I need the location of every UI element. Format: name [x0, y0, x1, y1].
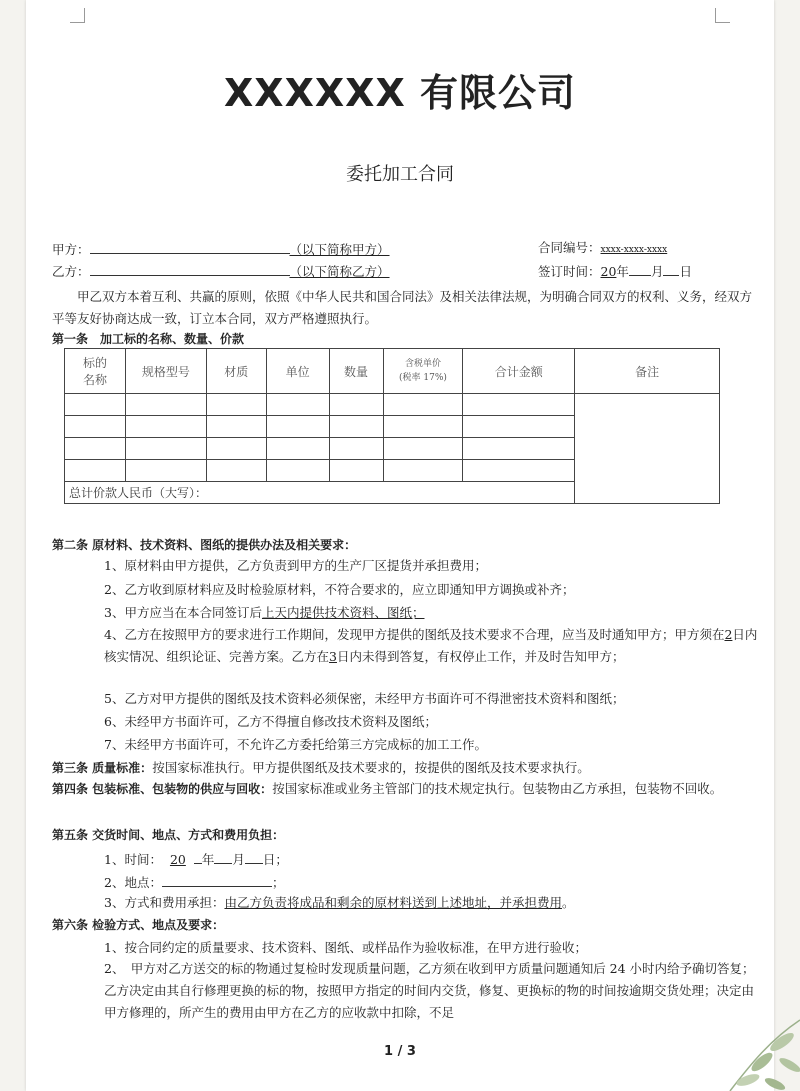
- article2-item4-text-c: 日内未得到答复，有权停止工作，并及时告知甲方；: [336, 649, 625, 664]
- delivery-method-text: 由乙方负责将成品和剩余的原材料送到上述地址，并承担费用: [224, 895, 562, 910]
- col-header-unit: 单位: [266, 349, 329, 394]
- article5-time: [104, 852, 288, 867]
- table-header-row: [65, 349, 720, 394]
- delivery-year: 20: [169, 852, 186, 867]
- article2-item4-days-b: 3: [329, 649, 337, 664]
- page-number: 1 / 3: [384, 1044, 416, 1059]
- table-cell[interactable]: [463, 460, 575, 482]
- table-cell[interactable]: [329, 438, 383, 460]
- delivery-place-end: ；: [271, 875, 285, 890]
- delivery-day-unit: 日；: [262, 852, 288, 867]
- table-cell[interactable]: [329, 460, 383, 482]
- intro-paragraph: 甲乙双方本着互利、共赢的原则，依照《中华人民共和国合同法》及相关法律法规，为明确合同双方的权利、义务，经双方平等友好协商达成一致，订立本合同，双方严格遵照执行。: [52, 289, 753, 326]
- delivery-month-unit: 月: [232, 852, 245, 867]
- remark-cell[interactable]: [575, 394, 720, 504]
- article2-item5: 5、乙方对甲方提供的图纸及技术资料必须保密，未经甲方书面许可不得泄密技术资料和图纸；: [104, 691, 625, 706]
- delivery-year-unit: 年: [201, 852, 215, 867]
- company-name: XXXXXX 有限公司: [223, 71, 577, 115]
- sign-year: 20: [600, 264, 617, 279]
- sign-month-unit: 月: [650, 264, 664, 279]
- article2-item2: 2、乙方收到原材料应及时检验原材料，不符合要求的，应立即通知甲方调换或补齐；: [104, 582, 575, 597]
- crop-mark-top-right: [715, 8, 730, 23]
- article2-item6: 6、未经甲方书面许可，乙方不得擅自修改技术资料及图纸；: [104, 714, 437, 729]
- article2-item3-text: 3、甲方应当在本合同签订后: [104, 605, 262, 620]
- leaf-decoration-icon: [690, 1010, 800, 1091]
- table-cell[interactable]: [383, 460, 463, 482]
- table-cell[interactable]: [65, 460, 126, 482]
- col-header-unit-price: [383, 349, 463, 394]
- article2-item4-text-a: 4、乙方在按照甲方的要求进行工作期间，发现甲方提供的图纸及技术要求不合理，应当及时通知甲方；甲方须在: [104, 627, 725, 642]
- table-cell[interactable]: [125, 416, 206, 438]
- party-a-note: （以下简称甲方）: [289, 242, 390, 257]
- sign-day-blank[interactable]: [663, 264, 679, 276]
- article2-item3: [104, 607, 424, 620]
- party-b-blank[interactable]: [90, 264, 290, 276]
- table-cell[interactable]: [125, 460, 206, 482]
- delivery-year-blank[interactable]: [194, 852, 202, 864]
- crop-mark-top-left: [70, 8, 85, 23]
- table-cell[interactable]: [266, 438, 329, 460]
- table-cell[interactable]: [329, 416, 383, 438]
- delivery-place-label: 2、地点：: [104, 875, 162, 890]
- table-cell[interactable]: [329, 394, 383, 416]
- party-a-line: [52, 242, 390, 257]
- article6-item2: 2、 甲方对乙方送交的标的物通过复检时发现质量问题，乙方须在收到甲方质量问题通知后 24 小时内给予确切答复；乙方决定由其自行修理更换的标的物，按照甲方指定的时间内交货，修复、更换标的物的时间按逾期交货处理；决定由甲方修理的，所产生的费用由甲方在乙方的应收款中扣除，不足: [104, 961, 755, 1020]
- article1-heading: 第一条 加工标的名称、数量、价款: [52, 332, 245, 346]
- table-cell[interactable]: [65, 394, 126, 416]
- sign-time-label: 签订时间：: [538, 264, 601, 279]
- table-cell[interactable]: [266, 394, 329, 416]
- col-header-total: 合计金额: [463, 349, 575, 394]
- table-cell[interactable]: [266, 416, 329, 438]
- table-cell[interactable]: [463, 438, 575, 460]
- sign-day-unit: 日: [679, 264, 692, 279]
- table-cell[interactable]: [206, 438, 266, 460]
- article4: [52, 778, 752, 800]
- table-row: [65, 394, 720, 416]
- article3-text: 按国家标准执行。甲方提供图纸及技术要求的，按提供的图纸及技术要求执行。: [152, 760, 590, 775]
- col-header-name: 标的名称: [65, 349, 126, 394]
- delivery-method-end: 。: [561, 895, 575, 910]
- article2-item4-text-b: 日内核实情况、组织论证、完善方案。乙方在: [104, 627, 758, 664]
- sign-time-line: [538, 264, 692, 279]
- party-a-blank[interactable]: [90, 242, 290, 254]
- table-cell[interactable]: [65, 416, 126, 438]
- article2-item3-days: 上天内提供技术资料、图纸；: [261, 605, 425, 620]
- delivery-place-blank[interactable]: [162, 875, 272, 887]
- article5-heading: 第五条 交货时间、地点、方式和费用负担：: [52, 828, 285, 842]
- table-cell[interactable]: [125, 438, 206, 460]
- goods-table: [64, 348, 720, 504]
- party-b-label: 乙方：: [52, 264, 90, 279]
- table-cell[interactable]: [206, 394, 266, 416]
- table-cell[interactable]: [125, 394, 206, 416]
- contract-no-value: xxxx-xxxx-xxxx: [600, 245, 668, 255]
- delivery-day-blank[interactable]: [245, 852, 263, 864]
- table-cell[interactable]: [206, 416, 266, 438]
- unit-price-label: 含税单价: [404, 359, 441, 369]
- table-cell[interactable]: [383, 394, 463, 416]
- sign-month-blank[interactable]: [629, 264, 651, 276]
- total-price-label[interactable]: 总计价款人民币（大写）：: [65, 482, 575, 504]
- article6-heading: 第六条 检验方式、地点及要求：: [52, 918, 225, 932]
- contract-no-line: [538, 242, 667, 255]
- article2-item4-days-a: 2: [724, 627, 733, 642]
- contract-title: 委托加工合同: [346, 164, 454, 185]
- table-cell[interactable]: [383, 438, 463, 460]
- article5-method: [104, 897, 575, 910]
- article2-item1: 1、原材料由甲方提供，乙方负责到甲方的生产厂区提货并承担费用；: [104, 558, 487, 573]
- article2-item7: 7、未经甲方书面许可，不允许乙方委托给第三方完成标的加工工作。: [104, 737, 487, 752]
- article3-heading: 第三条 质量标准：: [52, 761, 153, 775]
- table-cell[interactable]: [206, 460, 266, 482]
- article3: [52, 762, 590, 775]
- table-cell[interactable]: [65, 438, 126, 460]
- sign-year-unit: 年: [616, 264, 629, 279]
- table-cell[interactable]: [383, 416, 463, 438]
- delivery-month-blank[interactable]: [214, 852, 232, 864]
- col-header-spec: 规格型号: [125, 349, 206, 394]
- delivery-method-label: 3、方式和费用承担：: [104, 895, 225, 910]
- col-header-material: 材质: [206, 349, 266, 394]
- party-b-note: （以下简称乙方）: [289, 264, 390, 279]
- table-cell[interactable]: [463, 394, 575, 416]
- contract-no-label: 合同编号：: [538, 240, 601, 255]
- party-b-line: [52, 264, 390, 279]
- article2-heading: 第二条 原材料、技术资料、图纸的提供办法及相关要求：: [52, 538, 357, 552]
- article5-place: [104, 875, 284, 890]
- table-cell[interactable]: [266, 460, 329, 482]
- col-header-quantity: 数量: [329, 349, 383, 394]
- delivery-time-label: 1、时间：: [104, 852, 162, 867]
- article6-item1: 1、按合同约定的质量要求、技术资料、图纸、或样品作为验收标准，在甲方进行验收；: [104, 940, 587, 955]
- col-header-remark: 备注: [575, 349, 720, 394]
- party-a-label: 甲方：: [52, 242, 90, 257]
- article4-heading: 第四条 包装标准、包装物的供应与回收：: [52, 782, 273, 796]
- article2-item4: [104, 624, 764, 668]
- tax-rate-label: (税率 17%): [399, 373, 447, 383]
- table-cell[interactable]: [463, 416, 575, 438]
- article4-text: 按国家标准或业务主管部门的技术规定执行。包装物由乙方承担，包装物不回收。: [272, 781, 723, 796]
